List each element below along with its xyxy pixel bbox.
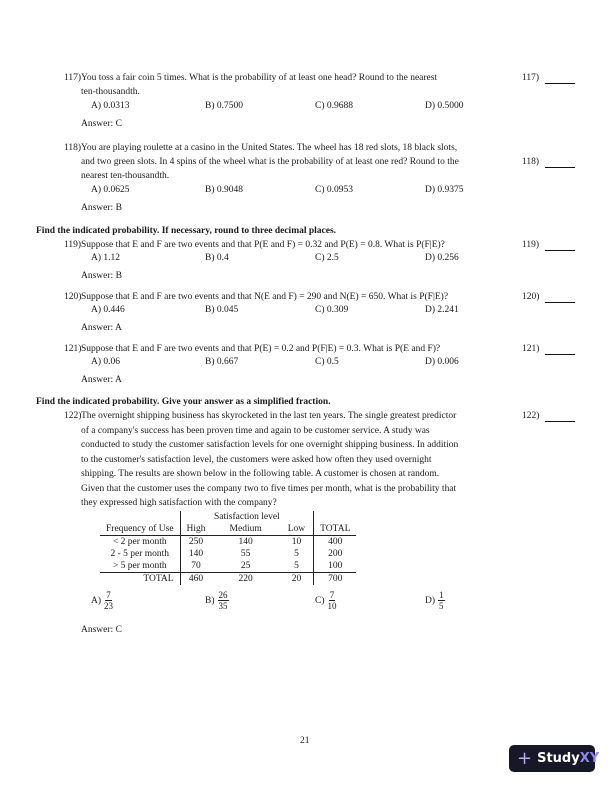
choice-d: D) 0.5000: [425, 101, 464, 111]
choice-d: D) 2.241: [425, 305, 459, 315]
table-cell: > 5 per month: [112, 561, 167, 571]
answer: Answer: A: [81, 323, 122, 333]
table-header: Frequency of Use: [106, 524, 174, 534]
answer-blank: [545, 167, 575, 168]
choice-c: C) 0.0953: [315, 185, 353, 195]
side-number: 117): [522, 73, 540, 83]
badge-text: Study: [537, 751, 580, 766]
table-cell: 140: [212, 536, 280, 549]
table-cell: 460: [180, 573, 212, 586]
denominator: 35: [218, 601, 228, 611]
side-number: 121): [522, 344, 540, 354]
choice-b: B) 0.4: [205, 253, 229, 263]
table-cell: 5: [294, 561, 299, 571]
side-number: 122): [522, 411, 540, 421]
choice-d: D) 0.9375: [425, 185, 464, 195]
choice-b: B) 0.7500: [205, 101, 243, 111]
question-122-text: of a company's success has been proven time and again to be customer service. A study was: [81, 425, 430, 436]
table-cell: 220: [212, 573, 280, 586]
denominator: 23: [104, 601, 114, 611]
frequency-satisfaction-table: [100, 511, 356, 585]
answer-blank: [545, 421, 575, 422]
choice-c: C) 0.309: [315, 305, 349, 315]
numerator: 26: [218, 590, 228, 600]
table-cell: 2 - 5 per month: [110, 549, 170, 559]
choice-b: B) 0.045: [205, 305, 239, 315]
question-117-number: 117): [64, 73, 82, 83]
table-cell: 10: [280, 536, 314, 549]
answer: Answer: C: [81, 625, 122, 635]
choice-c: C) 0.9688: [315, 101, 353, 111]
numerator: 7: [329, 590, 335, 600]
choice-label: B): [205, 595, 215, 606]
question-122-text: The overnight shipping business has skyrocketed in the last ten years. The single greatest predictor: [81, 411, 457, 421]
question-120-text: Suppose that E and F are two events and that N(E and F) = 290 and N(E) = 650. What is P(F|E)?: [81, 292, 449, 302]
choice-d: D) 0.256: [425, 253, 459, 263]
table-cell: 55: [240, 549, 251, 559]
table-cell: TOTAL: [100, 573, 180, 586]
table-row-total: [100, 573, 356, 586]
side-number: 120): [522, 292, 540, 302]
choice-d: [425, 590, 445, 611]
answer-blank: [545, 354, 575, 355]
table-header: TOTAL: [314, 523, 357, 536]
table-row: [100, 536, 356, 549]
question-118-text: nearest ten-thousandth.: [81, 171, 170, 181]
numerator: 7: [106, 590, 111, 600]
choice-b: B) 0.9048: [205, 185, 243, 195]
choice-a: [91, 590, 113, 611]
choice-c: [315, 590, 337, 611]
choice-label: A): [91, 595, 102, 606]
question-122-number: 122): [64, 411, 82, 421]
question-122-text: they expressed high satisfaction with the company?: [81, 498, 277, 508]
answer: Answer: B: [81, 271, 122, 281]
denominator: 10: [327, 601, 337, 611]
side-number: 119): [522, 240, 540, 250]
table-cell: 100: [314, 560, 357, 573]
choice-label: C): [315, 595, 325, 606]
question-118-number: 118): [64, 143, 82, 153]
choice-c: C) 0.5: [315, 357, 339, 367]
choice-a: A) 0.0625: [91, 185, 130, 195]
table-cell: 25: [240, 561, 251, 571]
choice-c: C) 2.5: [315, 253, 339, 263]
answer: Answer: C: [81, 119, 122, 129]
question-119-number: 119): [64, 240, 82, 250]
table-row: [100, 548, 356, 560]
answer-blank: [545, 83, 575, 84]
table-cell: 20: [280, 573, 314, 586]
answer: Answer: B: [81, 203, 122, 213]
badge-accent: XY: [579, 751, 600, 766]
choice-label: D): [425, 595, 436, 606]
question-121-number: 121): [64, 344, 82, 354]
section-heading: Find the indicated probability. If necessary, round to three decimal places.: [36, 226, 337, 236]
studyxy-badge[interactable]: [509, 745, 600, 772]
question-117-text: ten-thousandth.: [81, 87, 140, 97]
choice-a: A) 1.12: [91, 253, 121, 263]
numerator: 1: [439, 590, 444, 600]
question-122-text: to the customer's satisfaction level, the customers were asked how often they used overnight: [81, 454, 432, 465]
question-122-text: conducted to study the customer satisfaction levels for one overnight shipping business. In addition: [81, 440, 459, 450]
table-header: High: [180, 523, 212, 536]
choice-a: A) 0.446: [91, 305, 125, 315]
answer-blank: [545, 302, 575, 303]
question-118-text: You are playing roulette at a casino in the United States. The wheel has 18 red slots, 18 black slots,: [81, 143, 458, 153]
page-number: 21: [300, 736, 310, 746]
table-header: Medium: [229, 524, 262, 534]
choice-d: D) 0.006: [425, 357, 459, 367]
answer: Answer: A: [81, 375, 122, 385]
question-122-text: Given that the customer uses the company two to five times per month, what is the probability that: [81, 483, 457, 494]
table-cell: 400: [314, 536, 357, 549]
choice-a: A) 0.0313: [91, 101, 130, 111]
section-heading: Find the indicated probability. Give your answer as a simplified fraction.: [36, 397, 331, 407]
question-120-number: 120): [64, 292, 82, 302]
table-cell: < 2 per month: [100, 536, 180, 549]
group-header: Satisfaction level: [180, 511, 314, 523]
choice-b: [205, 590, 229, 611]
question-122-text: shipping. The results are shown below in the following table. A customer is chosen at random.: [81, 469, 440, 479]
choice-b: B) 0.667: [205, 357, 239, 367]
table-cell: 140: [180, 548, 212, 560]
plus-icon: +: [517, 747, 533, 769]
table-cell: 70: [180, 560, 212, 573]
denominator: 5: [439, 601, 444, 611]
table-cell: 5: [294, 549, 299, 559]
side-number: 118): [522, 157, 540, 167]
table-cell: 200: [314, 548, 357, 560]
table-cell: 700: [314, 573, 357, 586]
question-119-text: Suppose that E and F are two events and that P(E and F) = 0.32 and P(E) = 0.8. What is P(F|E)?: [81, 240, 445, 250]
choice-a: A) 0.06: [91, 357, 121, 367]
question-118-text: and two green slots. In 4 spins of the wheel what is the probability of at least one red? Round to the: [81, 157, 459, 167]
table-header: Low: [287, 524, 306, 534]
table-cell: 250: [180, 536, 212, 549]
answer-blank: [545, 250, 575, 251]
question-121-text: Suppose that E and F are two events and that P(E) = 0.2 and P(F|E) = 0.3. What is P(E and F)?: [81, 344, 441, 354]
question-117-text: You toss a fair coin 5 times. What is the probability of at least one head? Round to the nearest: [81, 73, 438, 83]
table-row: [100, 560, 356, 573]
